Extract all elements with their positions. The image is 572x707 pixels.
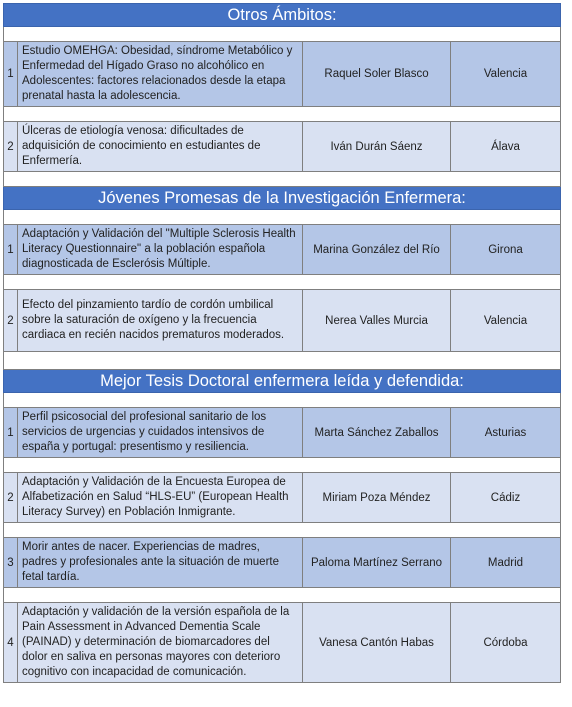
study-title: Adaptación y Validación de la Encuesta Europea de Alfabetización en Salud “HLS-EU” (European Health Literacy Survey) en Población Inmigrante. [18, 473, 303, 523]
region-name: Valencia [451, 42, 561, 107]
spacer [4, 393, 561, 408]
table-row [4, 408, 561, 458]
table-row [4, 122, 561, 172]
table-row [4, 290, 561, 352]
spacer [4, 523, 561, 538]
spacer [4, 210, 561, 225]
row-number: 1 [4, 42, 18, 107]
author-name: Nerea Valles Murcia [303, 290, 451, 352]
region-name: Girona [451, 225, 561, 275]
spacer [4, 27, 561, 42]
row-number: 1 [4, 408, 18, 458]
region-name: Córdoba [451, 603, 561, 683]
row-number: 1 [4, 225, 18, 275]
region-name: Madrid [451, 538, 561, 588]
region-name: Álava [451, 122, 561, 172]
section-header: Otros Ámbitos: [4, 4, 561, 27]
row-number: 2 [4, 122, 18, 172]
author-name: Raquel Soler Blasco [303, 42, 451, 107]
spacer [4, 275, 561, 290]
section-header: Mejor Tesis Doctoral enfermera leída y defendida: [4, 370, 561, 393]
study-title: Adaptación y validación de la versión española de la Pain Assessment in Advanced Dementia Scale (PAINAD) y determinación de biomarcadores del dolor en saliva en personas mayores con deterioro cognitivo con incapacidad de comunicación. [18, 603, 303, 683]
region-name: Asturias [451, 408, 561, 458]
section-header: Jóvenes Promesas de la Investigación Enfermera: [4, 187, 561, 210]
spacer [4, 588, 561, 603]
study-title: Perfil psicosocial del profesional sanitario de los servicios de urgencias y cuidados intensivos de españa y portugal: presentismo y resiliencia. [18, 408, 303, 458]
author-name: Paloma Martínez Serrano [303, 538, 451, 588]
table-row [4, 42, 561, 107]
table-row [4, 538, 561, 588]
table-row [4, 473, 561, 523]
award-table [3, 3, 560, 683]
table-row [4, 603, 561, 683]
row-number: 3 [4, 538, 18, 588]
row-number: 2 [4, 290, 18, 352]
author-name: Miriam Poza Méndez [303, 473, 451, 523]
author-name: Marta Sánchez Zaballos [303, 408, 451, 458]
region-name: Valencia [451, 290, 561, 352]
row-number: 4 [4, 603, 18, 683]
spacer [4, 458, 561, 473]
region-name: Cádiz [451, 473, 561, 523]
row-number: 2 [4, 473, 18, 523]
study-title: Morir antes de nacer. Experiencias de madres, padres y profesionales ante la situación de muerte fetal tardía. [18, 538, 303, 588]
spacer [4, 352, 561, 370]
author-name: Marina González del Río [303, 225, 451, 275]
spacer [4, 107, 561, 122]
study-title: Efecto del pinzamiento tardío de cordón umbilical sobre la saturación de oxígeno y la frecuencia cardiaca en recién nacidos prematuros moderados. [18, 290, 303, 352]
author-name: Vanesa Cantón Habas [303, 603, 451, 683]
study-title: Estudio OMEHGA: Obesidad, síndrome Metabólico y Enfermedad del Hígado Graso no alcohólico en Adolescentes: factores relacionados desde la etapa prenatal hasta la adolescencia. [18, 42, 303, 107]
study-title: Úlceras de etiología venosa: dificultades de adquisición de conocimiento en estudiantes de Enfermería. [18, 122, 303, 172]
spacer [4, 172, 561, 187]
study-title: Adaptación y Validación del "Multiple Sclerosis Health Literacy Questionnaire" a la población española diagnosticada de Esclerósis Múltiple. [18, 225, 303, 275]
table-row [4, 225, 561, 275]
author-name: Iván Durán Sáenz [303, 122, 451, 172]
